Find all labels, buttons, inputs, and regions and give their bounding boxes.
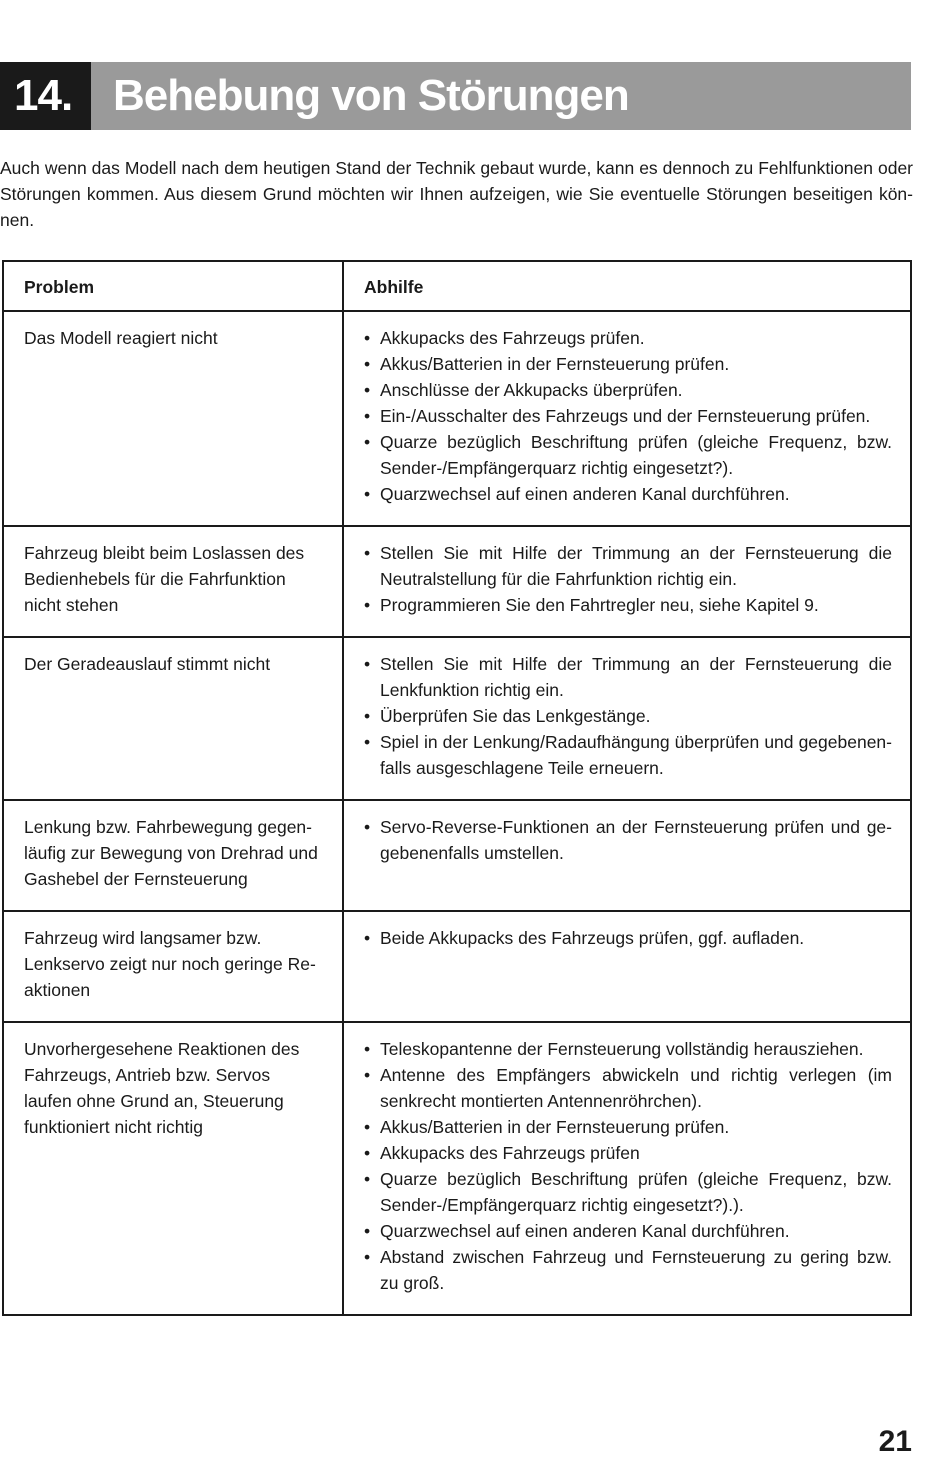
- problem-cell: Unvorhergesehene Reaktionen des Fahrzeugs, Antrieb bzw. Servos laufen ohne Grund an, Steuerung funktioniert nicht richtig: [3, 1022, 343, 1315]
- problem-cell: Das Modell reagiert nicht: [3, 311, 343, 526]
- remedy-item: • Akkupacks des Fahrzeugs prüfen.: [364, 325, 892, 351]
- remedy-list: [364, 925, 892, 951]
- remedy-item: • Quarze bezüglich Beschriftung prüfen (gleiche Frequenz, bzw. Sender-/Empfängerquarz richtig eingesetzt?).).: [364, 1166, 892, 1218]
- remedy-cell: [343, 637, 911, 800]
- remedy-item: • Programmieren Sie den Fahrtregler neu, siehe Kapitel 9.: [364, 592, 892, 618]
- problem-cell: Lenkung bzw. Fahrbewegung gegenläufig zur Bewegung von Drehrad und Gashebel der Fernsteuerung: [3, 800, 343, 911]
- page-number: 21: [878, 1425, 912, 1458]
- remedy-item: • Anschlüsse der Akkupacks überprüfen.: [364, 377, 892, 403]
- remedy-item: • Beide Akkupacks des Fahrzeugs prüfen, ggf. aufladen.: [364, 925, 892, 951]
- table-row: [3, 800, 911, 911]
- remedy-cell: [343, 800, 911, 911]
- table-row: [3, 637, 911, 800]
- problem-cell: Fahrzeug wird langsamer bzw. Lenkservo zeigt nur noch geringe Reaktionen: [3, 911, 343, 1022]
- problem-cell: Fahrzeug bleibt beim Loslassen des Bedienhebels für die Fahrfunktion nicht stehen: [3, 526, 343, 637]
- troubleshooting-table: [2, 260, 912, 1316]
- table-row: [3, 911, 911, 1022]
- remedy-cell: [343, 1022, 911, 1315]
- column-header-problem: Problem: [3, 261, 343, 311]
- remedy-cell: [343, 311, 911, 526]
- chapter-header: [0, 62, 911, 130]
- remedy-item: • Akkus/Batterien in der Fernsteuerung prüfen.: [364, 351, 892, 377]
- remedy-list: [364, 651, 892, 781]
- chapter-title: Behebung von Störungen: [91, 62, 911, 130]
- remedy-cell: [343, 911, 911, 1022]
- remedy-item: • Akkus/Batterien in der Fernsteuerung prüfen.: [364, 1114, 892, 1140]
- remedy-list: [364, 540, 892, 618]
- remedy-list: [364, 325, 892, 507]
- table-header-row: [3, 261, 911, 311]
- remedy-list: [364, 1036, 892, 1296]
- remedy-item: • Überprüfen Sie das Lenkgestänge.: [364, 703, 892, 729]
- problem-cell: Der Geradeauslauf stimmt nicht: [3, 637, 343, 800]
- intro-paragraph: Auch wenn das Modell nach dem heutigen Stand der Technik gebaut wurde, kann es dennoch zu Fehlfunktionen oder Störungen kommen. Aus diesem Grund möchten wir Ihnen aufzeigen, wie Sie eventuelle Störungen beseitigen können.: [0, 158, 913, 230]
- remedy-item: • Abstand zwischen Fahrzeug und Fernsteuerung zu gering bzw. zu groß.: [364, 1244, 892, 1296]
- remedy-item: • Antenne des Empfängers abwickeln und richtig verlegen (im senkrecht montierten Antennenröhrchen).: [364, 1062, 892, 1114]
- remedy-item: • Quarze bezüglich Beschriftung prüfen (gleiche Frequenz, bzw. Sender-/Empfängerquarz richtig eingesetzt?).: [364, 429, 892, 481]
- remedy-item: • Servo-Reverse-Funktionen an der Fernsteuerung prüfen und gegebenenfalls umstellen.: [364, 814, 892, 866]
- chapter-number: 14.: [0, 62, 91, 130]
- table-row: [3, 1022, 911, 1315]
- remedy-list: [364, 814, 892, 866]
- column-header-remedy: Abhilfe: [343, 261, 911, 311]
- remedy-cell: [343, 526, 911, 637]
- table-row: [3, 311, 911, 526]
- remedy-item: • Quarzwechsel auf einen anderen Kanal durchführen.: [364, 1218, 892, 1244]
- remedy-item: • Teleskopantenne der Fernsteuerung vollständig herausziehen.: [364, 1036, 892, 1062]
- remedy-item: • Ein-/Ausschalter des Fahrzeugs und der Fernsteuerung prüfen.: [364, 403, 892, 429]
- remedy-item: • Stellen Sie mit Hilfe der Trimmung an der Fernsteuerung die Neutralstellung für die Fahrfunktion richtig ein.: [364, 540, 892, 592]
- remedy-item: • Akkupacks des Fahrzeugs prüfen: [364, 1140, 892, 1166]
- remedy-item: • Stellen Sie mit Hilfe der Trimmung an der Fernsteuerung die Lenkfunktion richtig ein.: [364, 651, 892, 703]
- remedy-item: • Spiel in der Lenkung/Radaufhängung überprüfen und gegebenenfalls ausgeschlagene Teile erneuern.: [364, 729, 892, 781]
- table-body: [3, 311, 911, 1315]
- remedy-item: • Quarzwechsel auf einen anderen Kanal durchführen.: [364, 481, 892, 507]
- table-row: [3, 526, 911, 637]
